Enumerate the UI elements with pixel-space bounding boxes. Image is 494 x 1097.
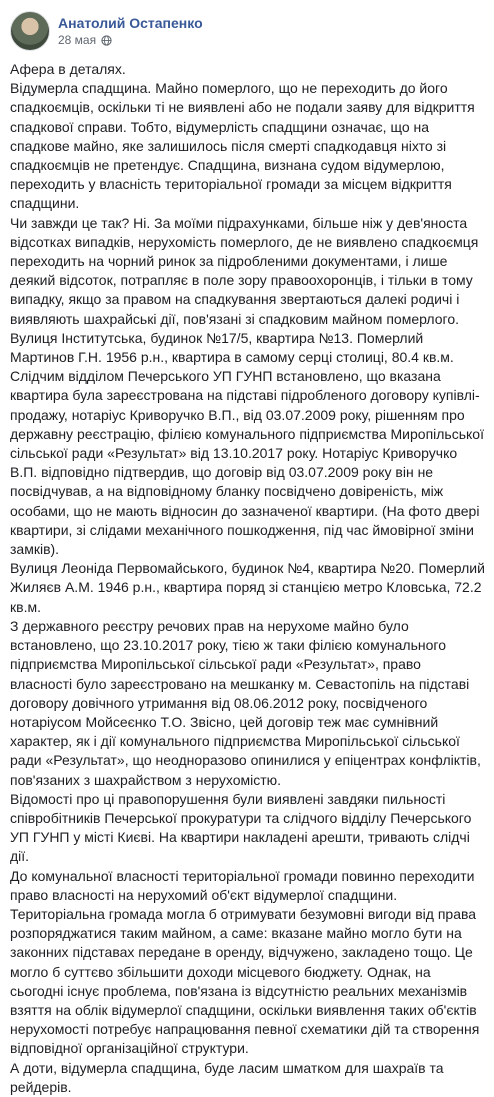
post-paragraph: Відумерла спадщина. Майно померлого, що не переходить до його спадкоємців, оскільки ті не виявлені або не подали заяву для відкриття спадкової справи. Тобто, відумерлість спадщини означає, що на спадкове майно, яке залишилось після смерті спадкодавця ніхто зі спадкоємців не претендує. Спадщина, визнана судом відумерлою, переходить у власність територіальної громади за місцем відкриття спадщини. — [10, 80, 475, 212]
post-paragraph: Вулиця Леоніда Первомайського, будинок №4, квартира №20. Померлий Жиляєв А.М. 1946 р.н., квартира поряд зі станцією метро Кловська, 72.2 кв.м. — [10, 560, 485, 615]
globe-icon[interactable] — [101, 35, 112, 46]
post-paragraph: Чи завжди це так? Ні. За моїми підрахунками, більше ніж у дев'яноста відсотках випадків, нерухомість померлого, де не виявлено спадкоємця переходить на чорний ринок за підробленими документами, і лише деякий відсоток, потрапляє в поле зору правоохоронців, і тільки в тому випадку, якщо за правом на спадкування звертаються далекі родичі і виявляють шахрайські дії, пов'язані зі спадковим майном померлого. — [10, 214, 479, 327]
post-paragraph: А доти, відумерла спадщина, буде ласим шматком для шахраїв та рейдерів. — [10, 1059, 444, 1095]
post-date[interactable]: 28 мая — [58, 33, 97, 47]
post-paragraph: Афера в деталях. — [10, 61, 126, 77]
post-text — [10, 60, 486, 1097]
post-paragraph: До комунальної власності територіальної громади повинно переходити право власності на нерухомий об'єкт відумерлої спадщини. — [10, 867, 475, 903]
post-header — [10, 10, 203, 52]
author-avatar[interactable] — [10, 11, 50, 51]
post-paragraph: З державного реєстру речових прав на нерухоме майно було встановлено, що 23.10.2017 року, тією ж таки філією комунального підприємства Миропільської сільської ради «Результат», право власності було зареєстровано на мешканку м. Севастопіль на підставі договору довічного утримання від 08.06.2012 року, посвідченого нотаріусом Мойсеєнко Т.О. Звісно, цей договір теж має сумнівний характер, як і дії комунального підприємства Миропільської сільської ради «Результат», що неодноразово опинилися у епіцентрах конфліктів, пов'язаних з шахрайством з нерухомістю. — [10, 617, 481, 788]
post-paragraph: Територіальна громада могла б отримувати безумовні вигоди від права розпоряджатися таким майном, а саме: вказане майно могло бути на законних підставах передане в оренду, відчужено, закладено тощо. Це могло б суттєво збільшити доходи місцевого бюджету. Однак, на сьогодні існує проблема, пов'язана із відсутністю реальних механізмів взяття на облік відумерлої спадщини, оскільки виявлення таких об'єктів нерухомості потребує напрацювання певної схематики дій та створення відповідної організаційної структури. — [10, 905, 480, 1057]
post-subline — [58, 32, 203, 48]
author-name[interactable]: Анатолий Остапенко — [58, 15, 203, 31]
post-paragraph: Вулиця Інститутська, будинок №17/5, квартира №13. Померлий Мартинов Г.Н. 1956 р.н., квартира в самому серці столиці, 80.4 кв.м. Слідчим відділом Печерського УП ГУНП встановлено, що вказана квартира була зареєстрована на підставі підробленого договору купівлі-продажу, нотаріус Криворучко В.П., від 03.07.2009 року, рішенням про державну реєстрацію, філією комунального підприємства Миропільської сільської ради «Результат» від 13.10.2017 року. Нотаріус Криворучко В.П. відповідно підтвердив, що договір від 03.07.2009 року він не посвідчував, а на відповідному бланку посвідчено довіреність, між особами, що не мають відносин до зазначеної квартири. (На фото двері квартири, зі слідами механічного пошкодження, під час ймовірної зміни замків). — [10, 329, 484, 558]
post-paragraph: Відомості про ці правопорушення були виявлені завдяки пильності співробітників Печерської прокуратури та слідчого відділу Печерського УП ГУНП у місті Києві. На квартири накладені арешти, тривають слідчі дії. — [10, 790, 472, 865]
post-meta — [58, 14, 203, 48]
